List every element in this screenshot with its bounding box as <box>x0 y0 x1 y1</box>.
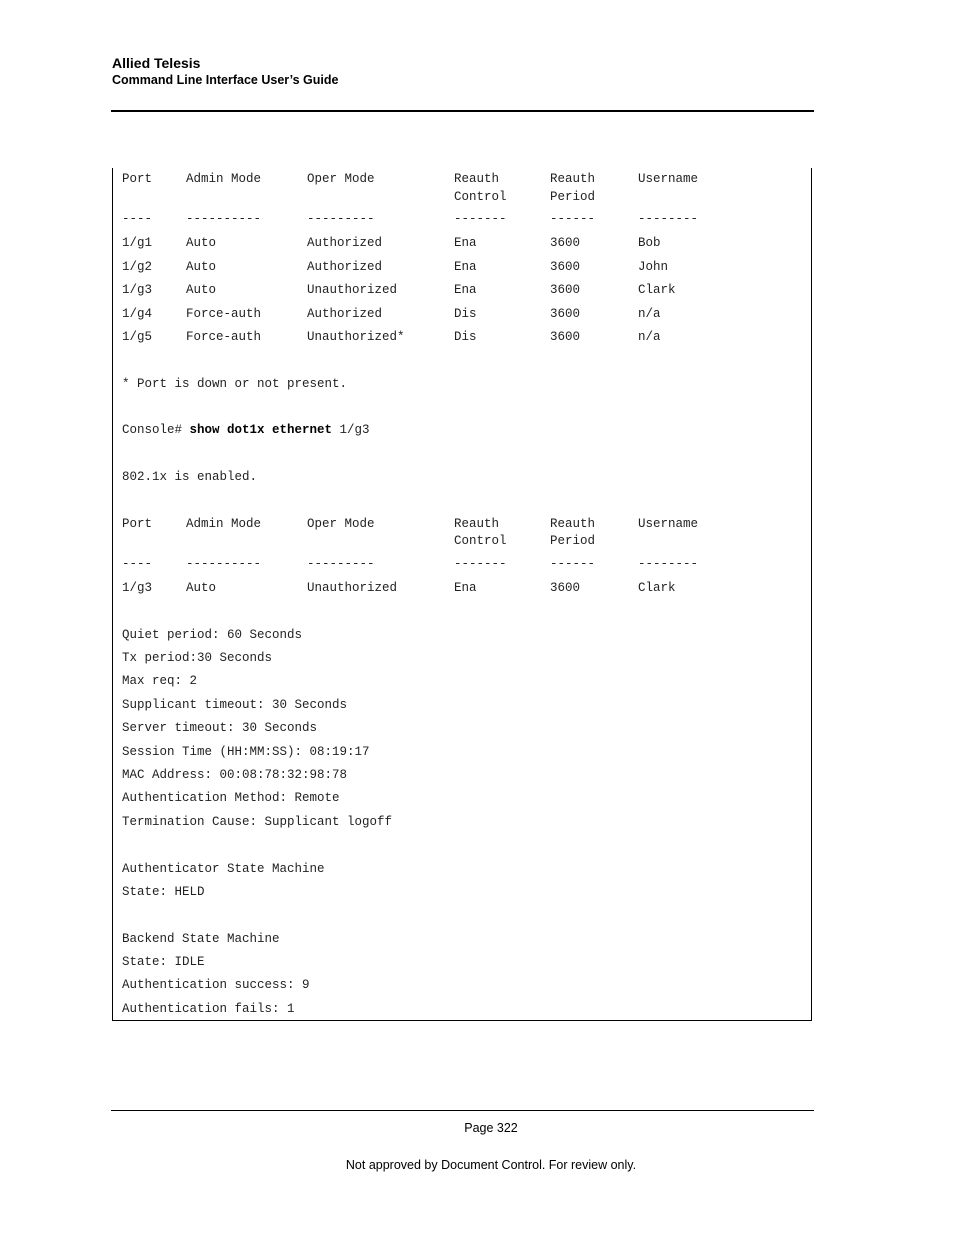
detail-line: Termination Cause: Supplicant logoff <box>122 815 393 829</box>
detail-line: Session Time (HH:MM:SS): 08:19:17 <box>122 745 370 759</box>
command-prompt: Console# <box>122 423 190 437</box>
cell-username: Clark <box>638 581 676 595</box>
command-argument: 1/g3 <box>332 423 370 437</box>
cell-port: 1/g3 <box>122 581 153 595</box>
cell-username: n/a <box>638 307 661 321</box>
cell-reauth-control: Ena <box>454 581 477 595</box>
column-header: Username <box>638 517 699 531</box>
column-header: Admin Mode <box>186 517 262 531</box>
auth-fails-line: Authentication fails: 1 <box>122 1002 295 1016</box>
cell-reauth-control: Ena <box>454 236 477 250</box>
cell-reauth-period: 3600 <box>550 330 581 344</box>
state-machine-title: Authenticator State Machine <box>122 862 325 876</box>
cell-reauth-period: 3600 <box>550 581 581 595</box>
cell-username: n/a <box>638 330 661 344</box>
cell-oper-mode: Unauthorized <box>307 283 398 297</box>
cell-oper-mode: Authorized <box>307 260 383 274</box>
status-line: 802.1x is enabled. <box>122 470 258 484</box>
column-header-line2: Control <box>454 534 507 548</box>
column-header-line2: Control <box>454 190 507 204</box>
state-line: State: HELD <box>122 885 205 899</box>
cell-admin-mode: Force-auth <box>186 307 262 321</box>
detail-line: Authentication Method: Remote <box>122 791 340 805</box>
cell-admin-mode: Auto <box>186 581 217 595</box>
separator-cell: -------- <box>638 557 699 571</box>
separator-cell: ---- <box>122 557 153 571</box>
cell-username: Clark <box>638 283 676 297</box>
cell-oper-mode: Unauthorized* <box>307 330 405 344</box>
footer-rule <box>111 1110 814 1111</box>
page-number: Page 322 <box>464 1121 518 1135</box>
cell-admin-mode: Auto <box>186 260 217 274</box>
column-header: Reauth <box>550 517 596 531</box>
separator-cell: ------ <box>550 557 596 571</box>
cell-port: 1/g4 <box>122 307 153 321</box>
separator-cell: ------- <box>454 557 507 571</box>
detail-line: Supplicant timeout: 30 Seconds <box>122 698 348 712</box>
separator-cell: --------- <box>307 557 375 571</box>
header-rule <box>111 110 814 112</box>
command-line <box>122 422 370 439</box>
column-header: Port <box>122 517 153 531</box>
cell-reauth-period: 3600 <box>550 307 581 321</box>
separator-cell: ---------- <box>186 212 262 226</box>
separator-cell: ------ <box>550 212 596 226</box>
cell-reauth-period: 3600 <box>550 260 581 274</box>
cell-username: John <box>638 260 669 274</box>
state-line: State: IDLE <box>122 955 205 969</box>
cell-oper-mode: Unauthorized <box>307 581 398 595</box>
column-header: Admin Mode <box>186 172 262 186</box>
cell-username: Bob <box>638 236 661 250</box>
cell-reauth-period: 3600 <box>550 236 581 250</box>
auth-success-line: Authentication success: 9 <box>122 978 310 992</box>
state-machine-title: Backend State Machine <box>122 932 280 946</box>
cell-oper-mode: Authorized <box>307 236 383 250</box>
cell-reauth-control: Dis <box>454 307 477 321</box>
cell-port: 1/g3 <box>122 283 153 297</box>
cell-oper-mode: Authorized <box>307 307 383 321</box>
column-header: Reauth <box>550 172 596 186</box>
separator-cell: -------- <box>638 212 699 226</box>
column-header: Port <box>122 172 153 186</box>
detail-line: Server timeout: 30 Seconds <box>122 721 318 735</box>
column-header-line2: Period <box>550 190 596 204</box>
separator-cell: --------- <box>307 212 375 226</box>
guide-title: Command Line Interface User’s Guide <box>112 73 339 87</box>
cell-port: 1/g5 <box>122 330 153 344</box>
separator-cell: ---------- <box>186 557 262 571</box>
cell-reauth-control: Dis <box>454 330 477 344</box>
cell-reauth-control: Ena <box>454 283 477 297</box>
detail-line: Quiet period: 60 Seconds <box>122 628 303 642</box>
separator-cell: ---- <box>122 212 153 226</box>
detail-line: Max req: 2 <box>122 674 198 688</box>
review-notice: Not approved by Document Control. For review only. <box>345 1158 637 1172</box>
cell-reauth-control: Ena <box>454 260 477 274</box>
company-name: Allied Telesis <box>112 55 201 71</box>
footnote: * Port is down or not present. <box>122 377 348 391</box>
column-header-line2: Period <box>550 534 596 548</box>
detail-line: MAC Address: 00:08:78:32:98:78 <box>122 768 348 782</box>
column-header: Username <box>638 172 699 186</box>
cell-admin-mode: Auto <box>186 283 217 297</box>
column-header: Oper Mode <box>307 172 375 186</box>
detail-line: Tx period:30 Seconds <box>122 651 273 665</box>
separator-cell: ------- <box>454 212 507 226</box>
cell-admin-mode: Force-auth <box>186 330 262 344</box>
command-keyword: show dot1x ethernet <box>189 423 333 437</box>
cell-admin-mode: Auto <box>186 236 217 250</box>
cell-reauth-period: 3600 <box>550 283 581 297</box>
column-header: Reauth <box>454 172 500 186</box>
column-header: Oper Mode <box>307 517 375 531</box>
cell-port: 1/g2 <box>122 260 153 274</box>
cell-port: 1/g1 <box>122 236 153 250</box>
column-header: Reauth <box>454 517 500 531</box>
